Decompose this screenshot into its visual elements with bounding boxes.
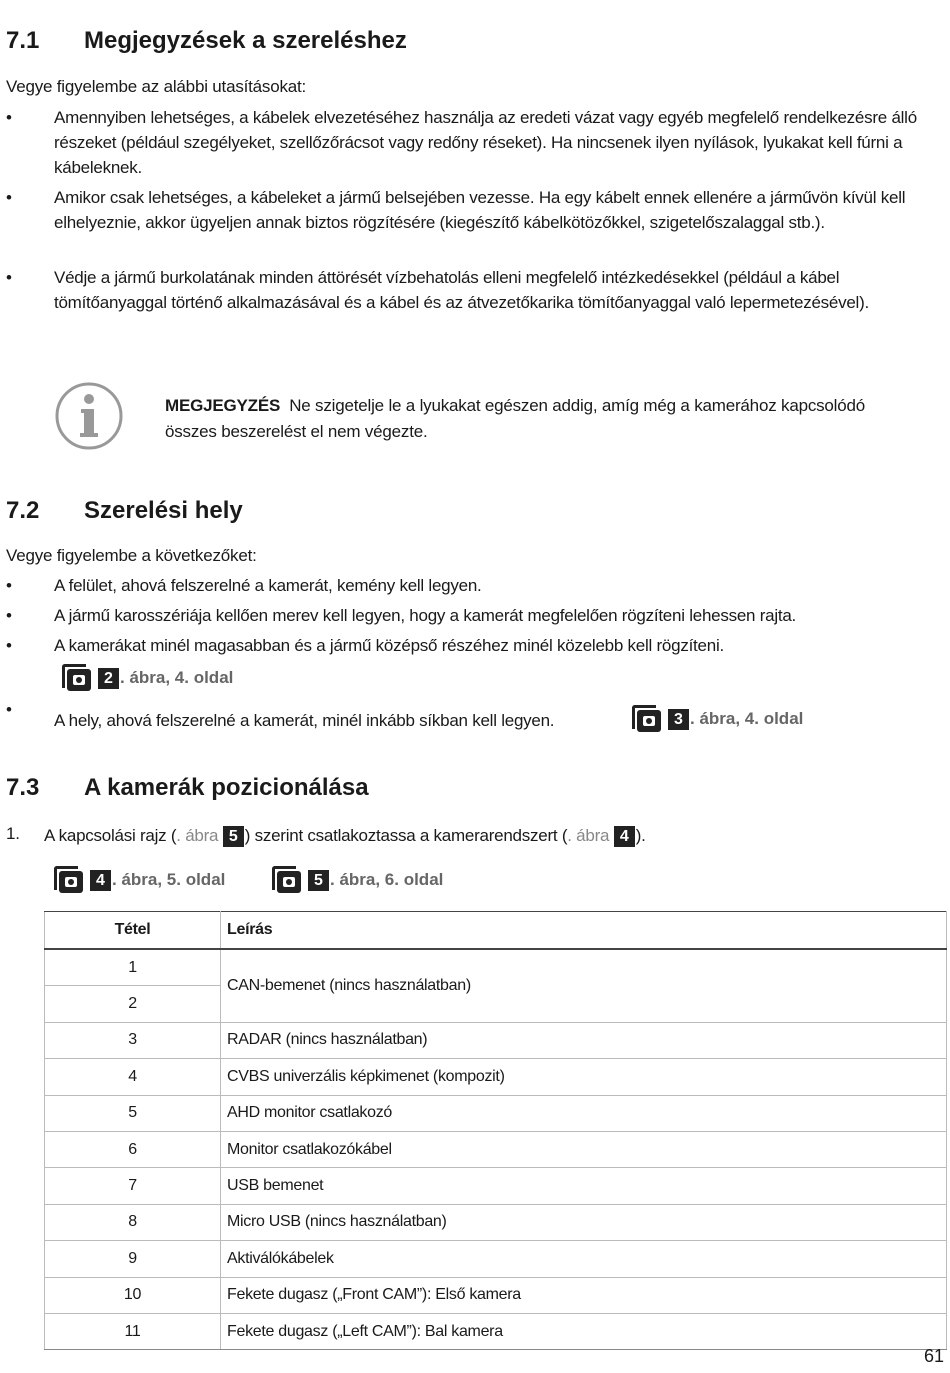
table-row [45, 1168, 947, 1204]
item-number-cell: 2 [45, 986, 221, 1022]
item-number-cell: 7 [45, 1168, 221, 1204]
section-number: 7.1 [6, 27, 40, 54]
column-header-description: Leírás [221, 912, 947, 950]
note-box [165, 393, 905, 445]
description-cell: USB bemenet [221, 1168, 947, 1204]
item-number-cell: 8 [45, 1204, 221, 1240]
figure-number-badge: 5 [308, 870, 329, 891]
item-number-cell: 5 [45, 1095, 221, 1131]
description-cell: AHD monitor csatlakozó [221, 1095, 947, 1131]
table-row [45, 1277, 947, 1313]
table-row [45, 949, 947, 986]
item-number-cell: 3 [45, 1022, 221, 1058]
bullet-icon: • [6, 606, 12, 625]
step-text-part: ) szerint csatlakoztassa a kamerarendszert ( [244, 826, 568, 845]
figure-reference-link[interactable] [272, 866, 443, 899]
bullet-icon: • [6, 188, 12, 207]
section-intro: Vegye figyelembe az alábbi utasításokat: [6, 77, 307, 96]
list-item [6, 105, 946, 180]
description-cell: Micro USB (nincs használatban) [221, 1204, 947, 1240]
figure-number-badge: 3 [668, 709, 689, 730]
figure-reference-link[interactable] [54, 866, 225, 899]
section-7-1-heading [6, 27, 407, 55]
figure-reference-text: . ábra, 6. oldal [330, 870, 444, 889]
figure-reference-text: . ábra, 4. oldal [120, 668, 234, 687]
step-number: 1. [6, 824, 20, 843]
list-item-text: Amikor csak lehetséges, a kábeleket a jármű belsejében vezesse. Ha egy kábelt ennek ellenére a járművön kívül kell elhelyeznie, akkor ügyeljen annak biztos rögzítésére (kiegészítő kábelkötözőkkel, szigetelőszalaggal stb.). [54, 188, 906, 232]
section-number: 7.2 [6, 497, 40, 524]
note-text: Ne szigetelje le a lyukakat egészen addig, amíg még a kamerához kapcsolódó összes beszerelést el nem végezte. [165, 396, 866, 441]
table-row [45, 1313, 947, 1349]
step-text-part: ). [635, 826, 646, 845]
section-title: Megjegyzések a szereléshez [84, 27, 407, 54]
list-item [6, 185, 946, 260]
figure-link[interactable]: . ábra [176, 826, 219, 845]
item-number-cell: 4 [45, 1059, 221, 1095]
table-row [45, 1241, 947, 1277]
figure-number-badge: 4 [90, 870, 111, 891]
description-cell: Fekete dugasz („Front CAM”): Első kamera [221, 1277, 947, 1313]
section-number: 7.3 [6, 774, 40, 801]
page-number: 61 [923, 1346, 944, 1366]
figure-reference-text: . ábra, 4. oldal [690, 709, 804, 728]
bullet-icon: • [6, 576, 12, 595]
table-row [45, 1204, 947, 1240]
description-cell: CVBS univerzális képkimenet (kompozit) [221, 1059, 947, 1095]
figure-reference-link[interactable] [62, 664, 233, 697]
list-item-text: A kamerákat minél magasabban és a jármű középső részéhez minél közelebb kell rögzíteni. [54, 636, 724, 655]
description-cell: Monitor csatlakozókábel [221, 1131, 947, 1167]
list-item-text: A jármű karosszériája kellően merev kell legyen, hogy a kamerát megfelelően rögzíteni lehessen rajta. [54, 606, 797, 625]
section-title: Szerelési hely [84, 497, 243, 524]
list-item-text: Védje a jármű burkolatának minden áttörését vízbehatolás elleni megfelelő intézkedésekkel (például a kábel tömítőanyaggal történő alkalmazásával és a kábel és az átvezetőkarika tömítőanyaggal való lepermetezésével). [54, 268, 869, 312]
camera-icon [54, 866, 84, 894]
table-header-row [45, 912, 947, 950]
bullet-icon: • [6, 700, 12, 719]
bullet-icon: • [6, 268, 12, 287]
item-number-cell: 9 [45, 1241, 221, 1277]
figure-number-badge: 5 [223, 826, 244, 847]
table-row [45, 1095, 947, 1131]
figure-link[interactable]: . ábra [567, 826, 610, 845]
list-item-text: A felület, ahová felszerelné a kamerát, kemény kell legyen. [54, 576, 482, 595]
camera-icon [272, 866, 302, 894]
figure-number-badge: 4 [614, 826, 635, 847]
section-intro: Vegye figyelembe a következőket: [6, 546, 257, 565]
description-cell: Fekete dugasz („Left CAM”): Bal kamera [221, 1313, 947, 1349]
section-7-3-heading [6, 774, 369, 802]
info-icon [54, 381, 124, 451]
figure-reference-text: . ábra, 5. oldal [112, 870, 226, 889]
figure-reference-link[interactable] [632, 705, 803, 738]
section-title: A kamerák pozicionálása [84, 774, 369, 801]
camera-icon [62, 664, 92, 692]
table-row [45, 1022, 947, 1058]
section-7-2-heading [6, 497, 243, 525]
note-label: MEGJEGYZÉS [165, 396, 281, 415]
bullet-icon: • [6, 636, 12, 655]
list-item-text: Amennyiben lehetséges, a kábelek elvezetéséhez használja az eredeti vázat vagy egyéb megfelelő rendelkezésre álló részeket (például szegélyeket, szellőzőrácsot vagy redőny réseket). Ha nincsenek ilyen nyílások, lyukakat kell fúrni a kábeleknek. [54, 108, 917, 177]
step-text-part: A kapcsolási rajz ( [44, 826, 177, 845]
description-cell: Aktiválókábelek [221, 1241, 947, 1277]
figure-number-badge: 2 [98, 668, 119, 689]
item-number-cell: 6 [45, 1131, 221, 1167]
item-number-cell: 1 [45, 949, 221, 986]
list-item [6, 265, 946, 340]
table-row [45, 1131, 947, 1167]
table-row [45, 1059, 947, 1095]
description-cell: CAN-bemenet (nincs használatban) [221, 949, 947, 1022]
list-item-text: A hely, ahová felszerelné a kamerát, minél inkább síkban kell legyen. [54, 711, 555, 730]
item-number-cell: 11 [45, 1313, 221, 1349]
column-header-item: Tétel [45, 912, 221, 950]
camera-icon [632, 705, 662, 733]
description-cell: RADAR (nincs használatban) [221, 1022, 947, 1058]
item-number-cell: 10 [45, 1277, 221, 1313]
step-text [44, 826, 646, 847]
bullet-icon: • [6, 108, 12, 127]
items-table [44, 911, 947, 1350]
